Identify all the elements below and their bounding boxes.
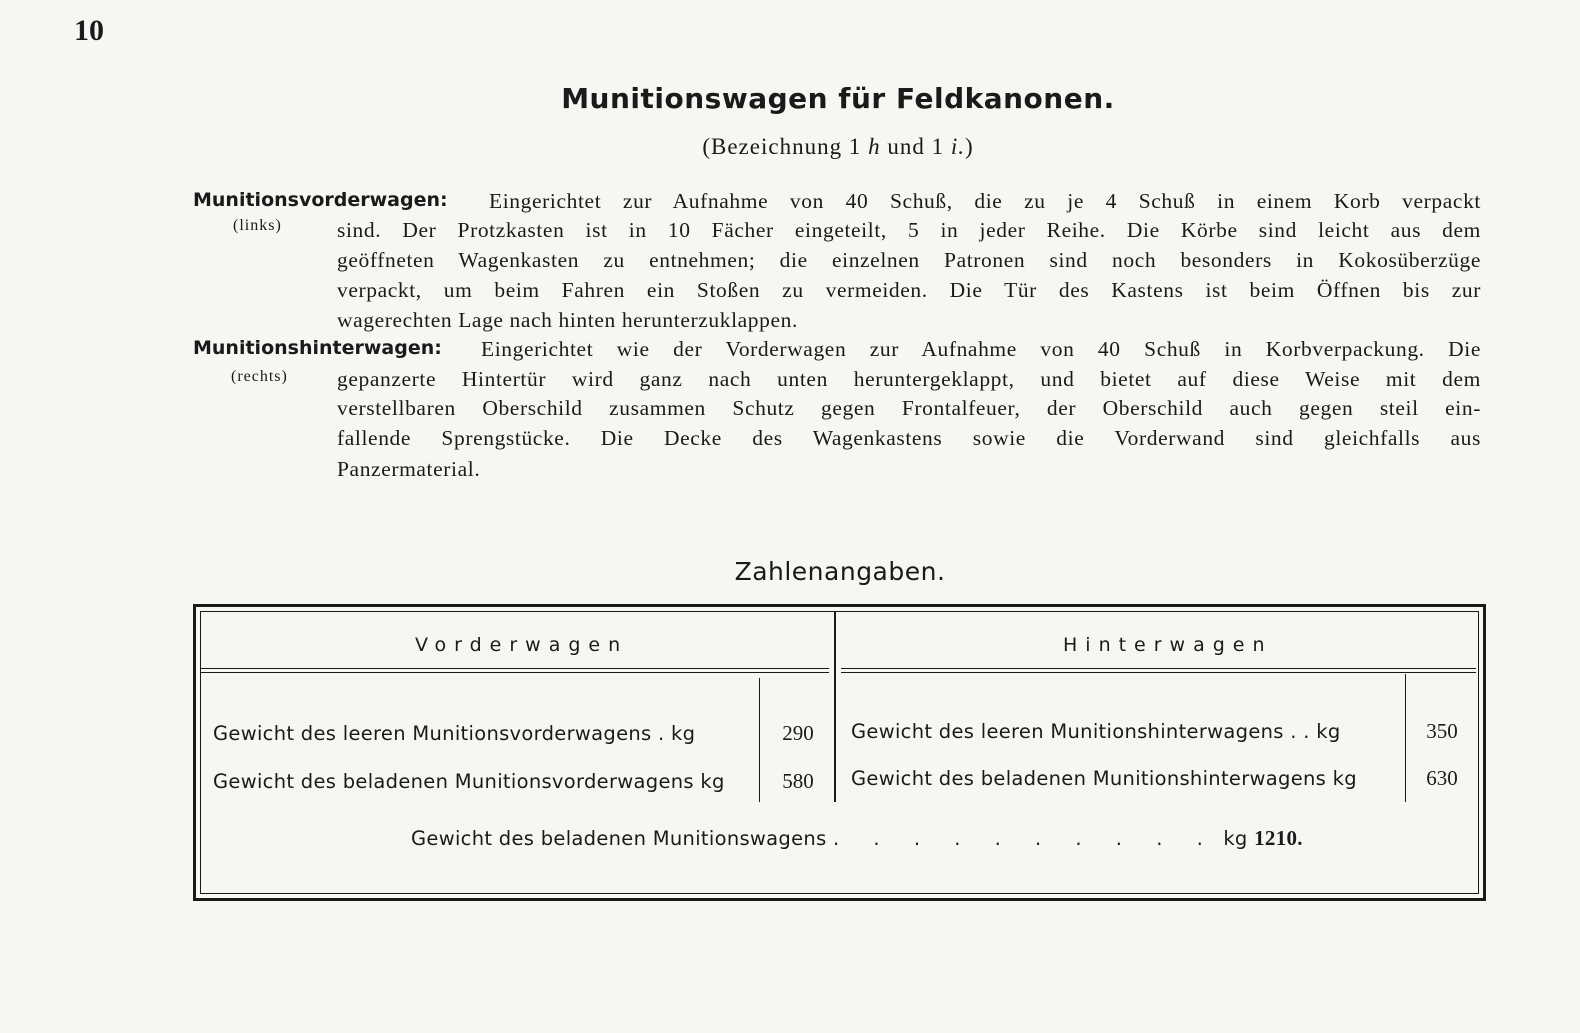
table-row-value: 290 [782, 721, 814, 745]
value-column-divider-left [759, 678, 760, 802]
entry-line: Panzermaterial. [337, 457, 481, 481]
entry-line: sind. Der Protzkasten ist in 10 Fächer eingeteilt, 5 in jeder Reihe. Die Körbe sind leicht aus dem [337, 218, 1481, 242]
entry-vorderwagen [193, 189, 1493, 339]
column-header-hinterwagen: Hinterwagen [1063, 634, 1273, 656]
page-subtitle: (Bezeichnung 1 h und 1 i.) [702, 134, 974, 159]
entry-line: gepanzerte Hintertür wird ganz nach unten heruntergeklappt, und bietet auf diese Weise mit dem [337, 367, 1481, 391]
table-center-divider [834, 612, 836, 802]
total-leader-dots: . . . . . . . . . . [833, 827, 1217, 850]
table-header-rule-left-2 [201, 672, 829, 673]
table-total [411, 826, 1303, 851]
entry-position: (rechts) [231, 368, 288, 385]
table-row-label: Gewicht des beladenen Munitionsvorderwagens kg [213, 770, 725, 793]
table-row-label: Gewicht des beladenen Munitionshinterwagens kg [851, 767, 1357, 790]
page-title: Munitionswagen für Feldkanonen. [561, 82, 1115, 115]
section-heading: Zahlenangaben. [734, 557, 946, 586]
table-header-rule-right [841, 668, 1476, 669]
total-unit: kg [1223, 827, 1248, 850]
data-table [193, 604, 1486, 901]
entry-label: Munitionsvorderwagen: [193, 189, 448, 211]
table-row-label: Gewicht des leeren Munitionsvorderwagens . kg [213, 722, 696, 745]
total-label: Gewicht des beladenen Munitionswagens [411, 827, 827, 850]
entry-position: (links) [233, 217, 282, 234]
entry-line: Eingerichtet zur Aufnahme von 40 Schuß, die zu je 4 Schuß in einem Korb verpackt [489, 189, 1481, 213]
entry-line: fallende Sprengstücke. Die Decke des Wagenkastens sowie die Vorderwand sind gleichfalls aus [337, 426, 1481, 450]
total-value: 1210. [1254, 826, 1303, 850]
entry-line: Eingerichtet wie der Vorderwagen zur Aufnahme von 40 Schuß in Korbverpackung. Die [481, 337, 1481, 361]
entry-line: verstellbaren Oberschild zusammen Schutz gegen Frontalfeuer, der Oberschild auch gegen steil ein- [337, 396, 1481, 420]
page-number: 10 [74, 14, 104, 47]
entry-line: wagerechten Lage nach hinten herunterzuklappen. [337, 308, 798, 332]
table-header-rule-left [201, 668, 829, 669]
entry-line: verpackt, um beim Fahren ein Stoßen zu vermeiden. Die Tür des Kastens ist beim Öffnen bis zur [337, 278, 1481, 302]
entry-label: Munitionshinterwagen: [193, 337, 442, 359]
table-row-value: 580 [782, 769, 814, 793]
entry-line: geöffneten Wagenkasten zu entnehmen; die einzelnen Patronen sind noch besonders in Kokosüberzüge [337, 248, 1481, 272]
table-row-label: Gewicht des leeren Munitionshinterwagens . . kg [851, 720, 1341, 743]
table-header-rule-right-2 [841, 672, 1476, 673]
column-header-vorderwagen: Vorderwagen [415, 634, 629, 656]
table-row-value: 350 [1426, 719, 1458, 743]
entry-hinterwagen [193, 337, 1493, 487]
data-table-inner [200, 611, 1479, 894]
table-row-value: 630 [1426, 766, 1458, 790]
value-column-divider-right [1405, 674, 1406, 802]
